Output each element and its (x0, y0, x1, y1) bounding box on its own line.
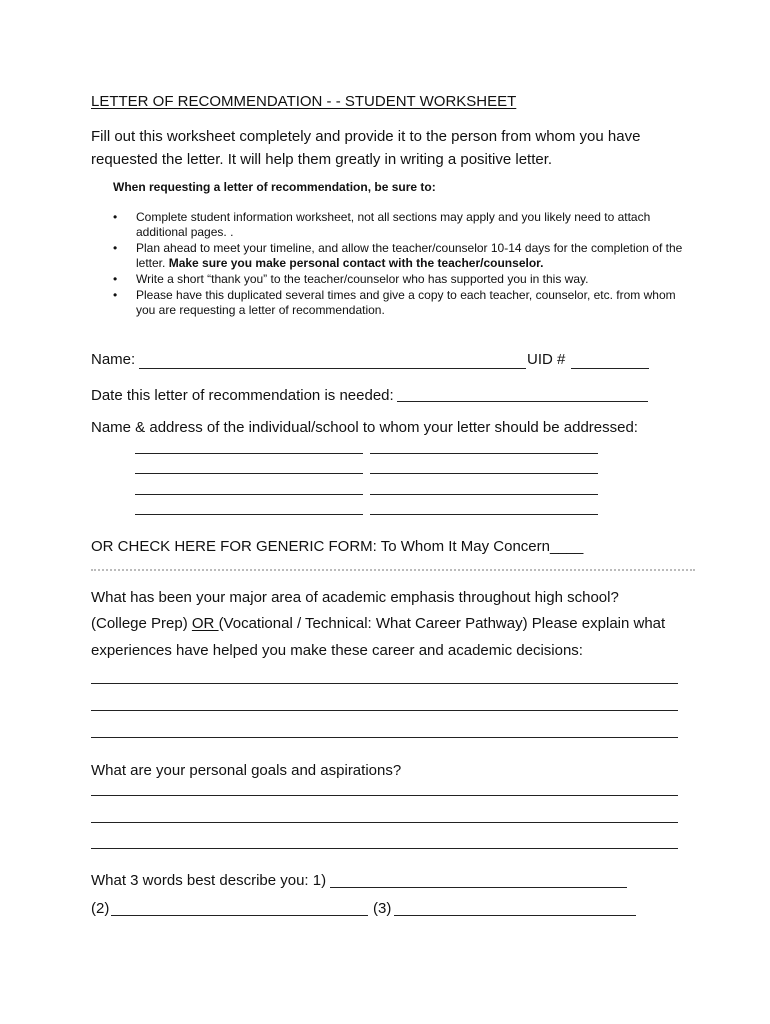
instruction-list (113, 210, 693, 319)
requesting-heading: When requesting a letter of recommendation, be sure to: (113, 180, 436, 194)
question-goals: What are your personal goals and aspirations? (91, 762, 402, 779)
address-field[interactable] (370, 514, 598, 515)
bullet-icon: • (113, 272, 118, 286)
uid-label: UID # (527, 351, 566, 368)
bullet-icon: • (113, 241, 118, 255)
word-two-label: (2) (91, 900, 110, 917)
answer-line[interactable] (91, 848, 678, 849)
question-academic-emphasis: What has been your major area of academic emphasis throughout high school? (91, 589, 619, 606)
uid-field[interactable] (571, 368, 649, 369)
date-needed-field[interactable] (397, 401, 648, 402)
list-item: • Write a short “thank you” to the teacher/counselor who has supported you in this way. (113, 272, 589, 286)
generic-form-option[interactable] (91, 538, 583, 555)
page-title: LETTER OF RECOMMENDATION - - STUDENT WORKSHEET (91, 93, 517, 110)
section-divider (91, 569, 695, 571)
word-two-field[interactable] (111, 915, 368, 916)
answer-line[interactable] (91, 683, 678, 684)
address-field[interactable] (135, 494, 363, 495)
name-field[interactable] (139, 368, 526, 369)
list-item: • Complete student information worksheet, not all sections may apply and you likely need to attach additional pages. . (113, 210, 651, 239)
address-label: Name & address of the individual/school to whom your letter should be addressed: (91, 419, 638, 436)
answer-line[interactable] (91, 710, 678, 711)
intro-paragraph: Fill out this worksheet completely and provide it to the person from whom you have requested the letter. It will help them greatly in writing a positive letter. (91, 128, 641, 168)
list-item: • Plan ahead to meet your timeline, and allow the teacher/counselor 10-14 days for the completion of the letter. Make sure you make personal contact with the teacher/counselor. (113, 241, 683, 270)
name-label: Name: (91, 351, 136, 368)
answer-line[interactable] (91, 795, 678, 796)
bold-instruction: Make sure you make personal contact with the teacher/counselor. (168, 256, 544, 270)
answer-line[interactable] (91, 822, 678, 823)
question-academic-options: (College Prep) OR (Vocational / Technical: What Career Pathway) Please explain what (91, 615, 666, 632)
question-three-words: What 3 words best describe you: 1) (91, 872, 327, 889)
date-needed-label: Date this letter of recommendation is needed: (91, 387, 394, 404)
list-item: • Please have this duplicated several times and give a copy to each teacher, counselor, etc. from whom you are requesting a letter of recommendation. (113, 288, 676, 317)
question-academic-experiences: experiences have helped you make these career and academic decisions: (91, 642, 583, 659)
bullet-icon: • (113, 288, 118, 302)
word-one-field[interactable] (330, 887, 627, 888)
address-field[interactable] (135, 473, 363, 474)
generic-form-label: OR CHECK HERE FOR GENERIC FORM: To Whom It May Concern (91, 538, 550, 555)
generic-form-checkbox[interactable]: ____ (549, 538, 584, 555)
address-field[interactable] (370, 494, 598, 495)
address-field[interactable] (370, 473, 598, 474)
answer-line[interactable] (91, 737, 678, 738)
bullet-icon: • (113, 210, 118, 224)
address-field[interactable] (135, 514, 363, 515)
word-three-label: (3) (373, 900, 392, 917)
address-field[interactable] (135, 453, 363, 454)
word-three-field[interactable] (394, 915, 636, 916)
address-field[interactable] (370, 453, 598, 454)
